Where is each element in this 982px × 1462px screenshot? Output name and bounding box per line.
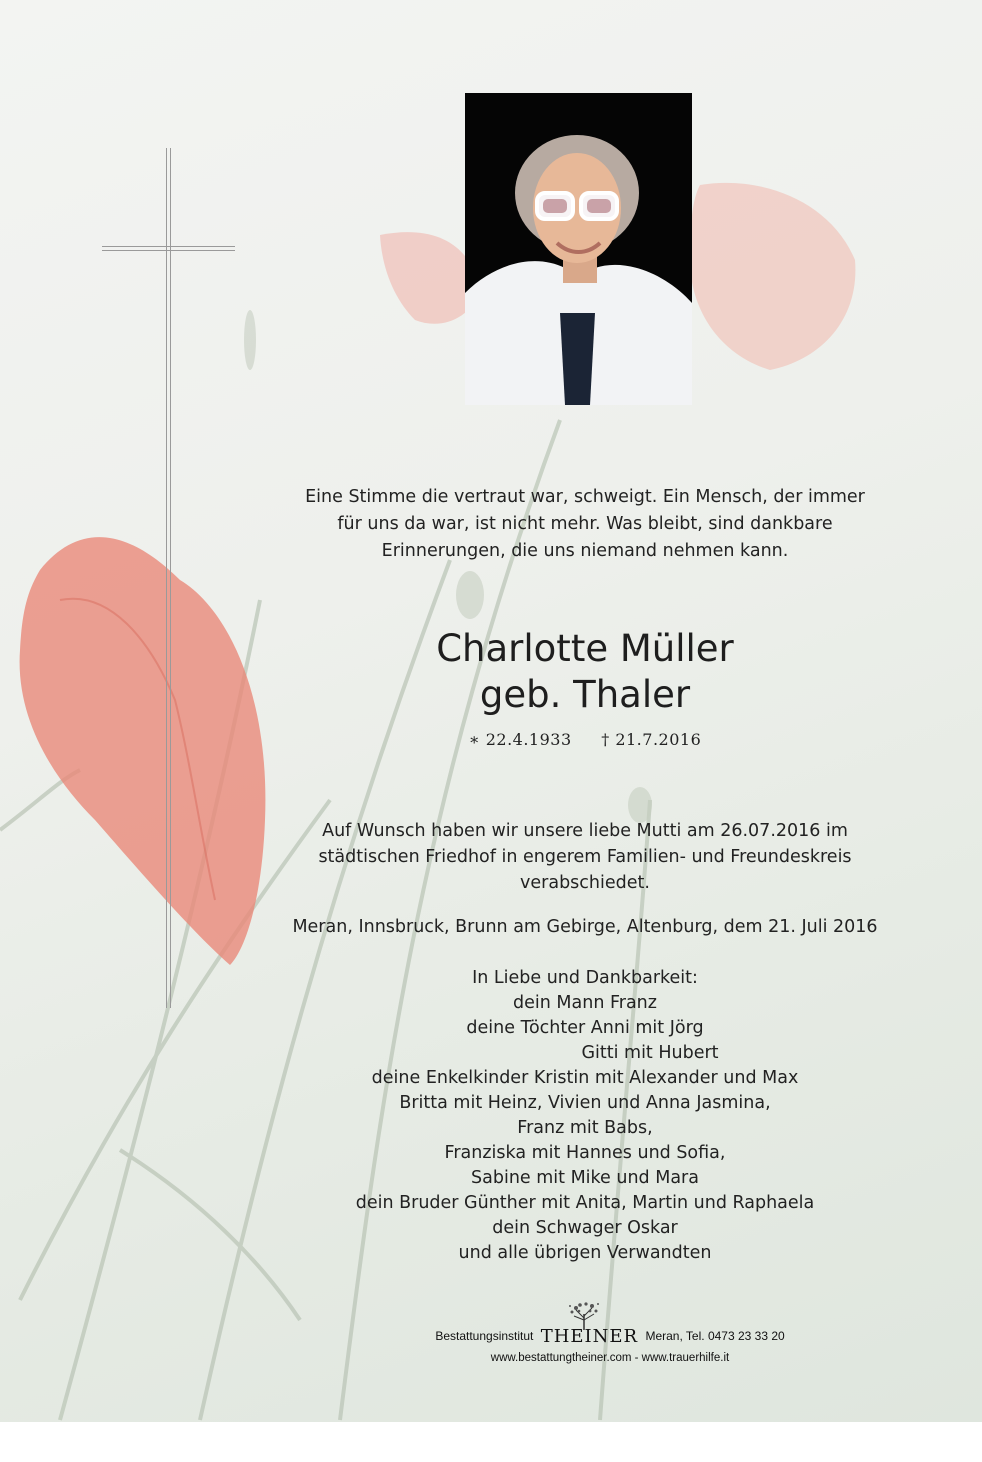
funeral-home-contact: Meran, Tel. 0473 23 33 20 <box>645 1329 785 1343</box>
deceased-name: Charlotte Müller <box>436 627 734 670</box>
mourner-line: Franz mit Babs, <box>517 1118 653 1138</box>
mourner-line: dein Bruder Günther mit Anita, Martin und Raphaela <box>355 1193 815 1213</box>
funeral-home-websites: www.bestattungtheiner.com - www.trauerhilfe.it <box>490 1352 730 1364</box>
funeral-notice <box>200 818 970 896</box>
memorial-verse <box>200 484 970 565</box>
place-and-date: Meran, Innsbruck, Brunn am Gebirge, Altenburg, dem 21. Juli 2016 <box>292 917 878 937</box>
cross-vertical-bar <box>166 148 171 1008</box>
verse-line: Erinnerungen, die uns niemand nehmen kann. <box>381 541 789 561</box>
notice-line: verabschiedet. <box>520 873 650 893</box>
birth-date: ∗ 22.4.1933 <box>468 730 572 749</box>
deceased-name-block <box>200 626 970 718</box>
notice-line: städtischen Friedhof in engerem Familien- und Freundeskreis <box>318 847 852 867</box>
verse-line: Eine Stimme die vertraut war, schweigt. Ein Mensch, der immer <box>305 487 865 507</box>
mourner-line: deine Enkelkinder Kristin mit Alexander und Max <box>371 1068 799 1088</box>
mourner-line: Gitti mit Hubert <box>581 1043 719 1063</box>
death-date: † 21.7.2016 <box>601 730 702 749</box>
life-dates <box>200 730 970 749</box>
mourners-list <box>200 966 970 1266</box>
maiden-name: geb. Thaler <box>479 673 691 716</box>
mourner-line: Franziska mit Hannes und Sofia, <box>444 1143 726 1163</box>
verse-line: für uns da war, ist nicht mehr. Was bleibt, sind dankbare <box>337 514 833 534</box>
mourner-line: dein Mann Franz <box>513 993 657 1013</box>
funeral-home-info <box>330 1326 890 1347</box>
institute-label: Bestattungsinstitut <box>435 1329 534 1343</box>
mourner-line: Britta mit Heinz, Vivien und Anna Jasmina, <box>399 1093 771 1113</box>
mourner-line: Sabine mit Mike und Mara <box>471 1168 699 1188</box>
mourner-line: und alle übrigen Verwandten <box>458 1243 712 1263</box>
cross-horizontal-bar <box>102 246 235 251</box>
portrait-photo <box>465 93 692 405</box>
funeral-home-brand: THEINER <box>540 1326 639 1347</box>
mourner-line: deine Töchter Anni mit Jörg <box>466 1018 704 1038</box>
mourner-line: dein Schwager Oskar <box>492 1218 678 1238</box>
mourner-line: In Liebe und Dankbarkeit: <box>472 968 698 988</box>
notice-line: Auf Wunsch haben wir unsere liebe Mutti am 26.07.2016 im <box>322 821 848 841</box>
